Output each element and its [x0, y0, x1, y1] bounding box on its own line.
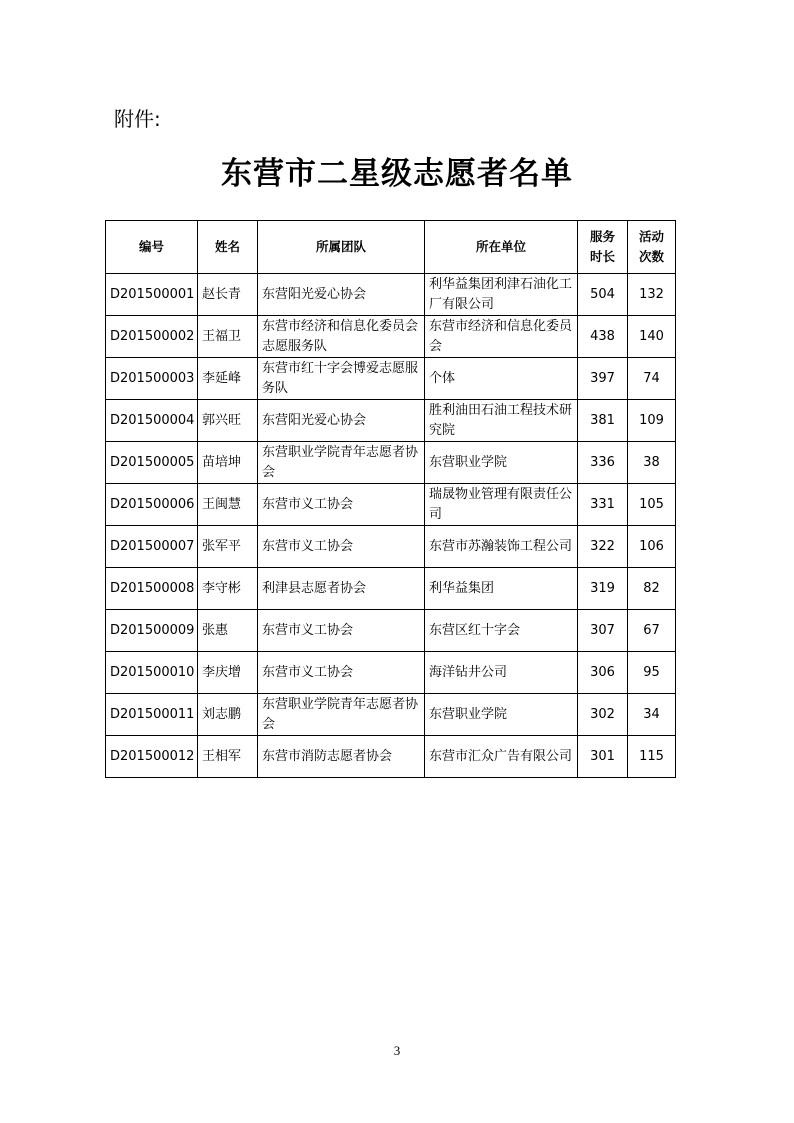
cell-team: 东营职业学院青年志愿者协会	[258, 694, 425, 736]
table-row	[106, 484, 676, 526]
cell-id: D201500011	[106, 694, 198, 736]
cell-unit: 利华益集团利津石油化工厂有限公司	[425, 274, 578, 316]
cell-unit: 东营市汇众广告有限公司	[425, 736, 578, 778]
cell-id: D201500012	[106, 736, 198, 778]
cell-count: 106	[628, 526, 676, 568]
cell-count: 109	[628, 400, 676, 442]
cell-name: 李庆增	[198, 652, 258, 694]
header-hours-line1: 服务	[589, 229, 615, 244]
cell-name: 张惠	[198, 610, 258, 652]
cell-name: 王相军	[198, 736, 258, 778]
cell-hours: 319	[578, 568, 628, 610]
cell-hours: 307	[578, 610, 628, 652]
header-count-line2: 次数	[638, 249, 664, 264]
table-row	[106, 358, 676, 400]
cell-count: 105	[628, 484, 676, 526]
table-header-row	[106, 221, 676, 274]
table-row	[106, 274, 676, 316]
cell-hours: 322	[578, 526, 628, 568]
cell-name: 张军平	[198, 526, 258, 568]
cell-hours: 302	[578, 694, 628, 736]
cell-id: D201500005	[106, 442, 198, 484]
cell-hours: 381	[578, 400, 628, 442]
header-hours	[578, 221, 628, 274]
cell-hours: 504	[578, 274, 628, 316]
cell-hours: 301	[578, 736, 628, 778]
header-count-line1: 活动	[638, 229, 664, 244]
table-row	[106, 442, 676, 484]
table-row	[106, 526, 676, 568]
volunteer-table	[105, 220, 676, 778]
document-title: 东营市二星级志愿者名单	[221, 156, 573, 192]
cell-unit: 海洋钻井公司	[425, 652, 578, 694]
cell-id: D201500008	[106, 568, 198, 610]
cell-name: 李延峰	[198, 358, 258, 400]
attachment-label: 附件:	[114, 107, 161, 131]
cell-name: 王闽慧	[198, 484, 258, 526]
header-unit: 所在单位	[425, 221, 578, 274]
cell-id: D201500003	[106, 358, 198, 400]
cell-name: 李守彬	[198, 568, 258, 610]
cell-team: 东营市红十字会博爱志愿服务队	[258, 358, 425, 400]
cell-team: 东营市义工协会	[258, 526, 425, 568]
cell-unit: 东营市经济和信息化委员会	[425, 316, 578, 358]
cell-team: 东营阳光爱心协会	[258, 274, 425, 316]
header-count	[628, 221, 676, 274]
cell-id: D201500010	[106, 652, 198, 694]
cell-team: 东营市经济和信息化委员会志愿服务队	[258, 316, 425, 358]
cell-team: 东营市义工协会	[258, 484, 425, 526]
cell-id: D201500007	[106, 526, 198, 568]
cell-id: D201500002	[106, 316, 198, 358]
table-row	[106, 694, 676, 736]
cell-count: 34	[628, 694, 676, 736]
cell-unit: 东营职业学院	[425, 442, 578, 484]
cell-unit: 东营市苏瀚装饰工程公司	[425, 526, 578, 568]
cell-count: 140	[628, 316, 676, 358]
cell-name: 苗培坤	[198, 442, 258, 484]
cell-unit: 个体	[425, 358, 578, 400]
header-team: 所属团队	[258, 221, 425, 274]
cell-count: 38	[628, 442, 676, 484]
cell-id: D201500001	[106, 274, 198, 316]
cell-name: 王福卫	[198, 316, 258, 358]
cell-count: 132	[628, 274, 676, 316]
header-name: 姓名	[198, 221, 258, 274]
cell-unit: 利华益集团	[425, 568, 578, 610]
cell-count: 74	[628, 358, 676, 400]
cell-unit: 东营职业学院	[425, 694, 578, 736]
table-row	[106, 652, 676, 694]
cell-name: 刘志鹏	[198, 694, 258, 736]
cell-team: 东营市义工协会	[258, 610, 425, 652]
cell-team: 东营职业学院青年志愿者协会	[258, 442, 425, 484]
cell-count: 115	[628, 736, 676, 778]
cell-unit: 瑞晟物业管理有限责任公司	[425, 484, 578, 526]
cell-team: 东营市义工协会	[258, 652, 425, 694]
cell-team: 东营阳光爱心协会	[258, 400, 425, 442]
cell-name: 郭兴旺	[198, 400, 258, 442]
table-row	[106, 610, 676, 652]
cell-count: 95	[628, 652, 676, 694]
cell-id: D201500004	[106, 400, 198, 442]
table-row	[106, 316, 676, 358]
table-row	[106, 736, 676, 778]
cell-hours: 438	[578, 316, 628, 358]
cell-name: 赵长青	[198, 274, 258, 316]
cell-count: 82	[628, 568, 676, 610]
cell-hours: 306	[578, 652, 628, 694]
header-hours-line2: 时长	[589, 249, 615, 264]
cell-unit: 胜利油田石油工程技术研究院	[425, 400, 578, 442]
cell-id: D201500009	[106, 610, 198, 652]
page-number: 3	[393, 1043, 401, 1058]
cell-id: D201500006	[106, 484, 198, 526]
cell-hours: 331	[578, 484, 628, 526]
cell-team: 利津县志愿者协会	[258, 568, 425, 610]
cell-hours: 336	[578, 442, 628, 484]
cell-team: 东营市消防志愿者协会	[258, 736, 425, 778]
table-row	[106, 568, 676, 610]
cell-hours: 397	[578, 358, 628, 400]
table-row	[106, 400, 676, 442]
cell-count: 67	[628, 610, 676, 652]
header-id: 编号	[106, 221, 198, 274]
cell-unit: 东营区红十字会	[425, 610, 578, 652]
